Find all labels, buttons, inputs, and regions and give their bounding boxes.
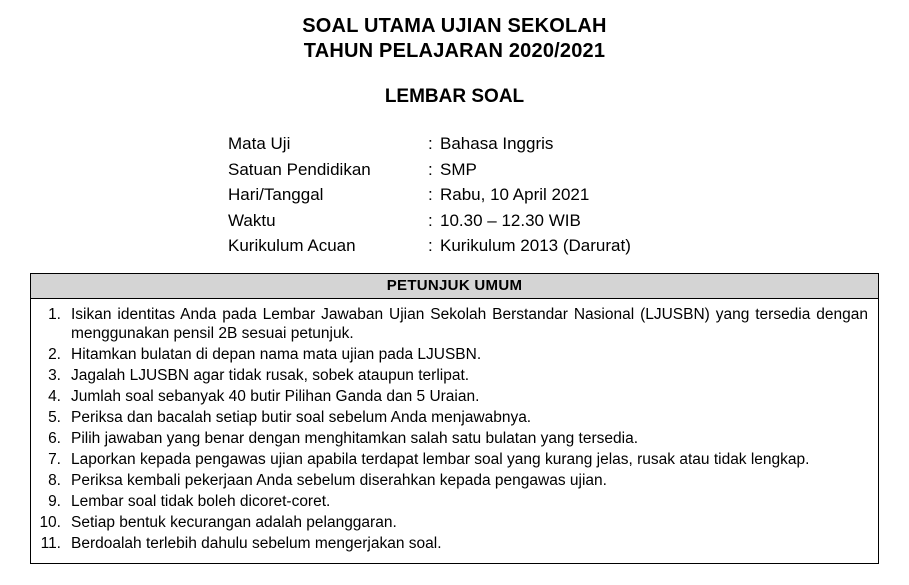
list-item-text: Setiap bentuk kecurangan adalah pelanggaran. bbox=[71, 514, 397, 531]
list-item-text: Lembar soal tidak boleh dicoret-coret. bbox=[71, 493, 331, 510]
list-item bbox=[39, 450, 868, 470]
list-item-number: 2. bbox=[48, 346, 61, 363]
metadata-separator: : bbox=[428, 210, 433, 230]
list-item-number: 8. bbox=[48, 472, 61, 489]
list-item-number: 1. bbox=[48, 305, 61, 323]
header-line-1: SOAL UTAMA UJIAN SEKOLAH bbox=[302, 15, 607, 37]
list-item-text: Periksa kembali pekerjaan Anda sebelum diserahkan kepada pengawas ujian. bbox=[71, 472, 607, 489]
metadata-value: 10.30 – 12.30 WIB bbox=[440, 210, 581, 230]
metadata-row bbox=[228, 233, 909, 259]
list-item bbox=[39, 345, 868, 365]
list-item bbox=[39, 534, 868, 554]
instructions-body bbox=[31, 299, 878, 564]
metadata-label: Waktu bbox=[228, 210, 276, 230]
metadata-value: Kurikulum 2013 (Darurat) bbox=[440, 236, 631, 255]
metadata-value: Bahasa Inggris bbox=[440, 134, 554, 153]
list-item bbox=[39, 305, 868, 344]
list-item-text: Berdoalah terlebih dahulu sebelum mengerjakan soal. bbox=[71, 535, 442, 552]
general-instructions-box bbox=[30, 273, 879, 565]
metadata-value: Rabu, 10 April 2021 bbox=[440, 185, 590, 204]
instructions-list bbox=[39, 305, 868, 554]
list-item-text: Hitamkan bulatan di depan nama mata ujian pada LJUSBN. bbox=[71, 346, 482, 363]
list-item-number: 4. bbox=[48, 388, 61, 405]
metadata-label: Mata Uji bbox=[228, 134, 291, 153]
metadata-row bbox=[228, 131, 909, 157]
exam-cover-page bbox=[0, 14, 909, 585]
header-line-2: TAHUN PELAJARAN 2020/2021 bbox=[303, 40, 606, 62]
document-header bbox=[0, 14, 909, 64]
metadata-row bbox=[228, 182, 909, 208]
document-subtitle: LEMBAR SOAL bbox=[384, 86, 525, 107]
list-item-number: 9. bbox=[48, 493, 61, 510]
list-item bbox=[39, 387, 868, 407]
list-item-text: Pilih jawaban yang benar dengan menghitamkan salah satu bulatan yang tersedia. bbox=[71, 430, 638, 447]
metadata-separator: : bbox=[428, 185, 433, 204]
list-item-number: 5. bbox=[48, 409, 61, 426]
list-item bbox=[39, 513, 868, 533]
list-item-text: Jagalah LJUSBN agar tidak rusak, sobek ataupun terlipat. bbox=[71, 367, 470, 384]
metadata-separator: : bbox=[428, 236, 433, 255]
metadata-value: SMP bbox=[440, 159, 477, 179]
instructions-title: PETUNJUK UMUM bbox=[31, 274, 878, 299]
list-item bbox=[39, 366, 868, 386]
metadata-row bbox=[228, 208, 909, 234]
metadata-label: Hari/Tanggal bbox=[228, 185, 324, 204]
list-item-number: 6. bbox=[48, 430, 61, 447]
list-item-number: 10. bbox=[39, 514, 61, 531]
list-item-text: Laporkan kepada pengawas ujian apabila terdapat lembar soal yang kurang jelas, rusak atau tidak lengkap. bbox=[71, 451, 810, 468]
list-item bbox=[39, 429, 868, 449]
list-item-number: 11. bbox=[40, 535, 61, 552]
list-item bbox=[39, 492, 868, 512]
list-item bbox=[39, 471, 868, 491]
metadata-label: Kurikulum Acuan bbox=[228, 236, 356, 255]
list-item-number: 7. bbox=[48, 451, 61, 468]
list-item-text: Periksa dan bacalah setiap butir soal sebelum Anda menjawabnya. bbox=[71, 409, 532, 426]
list-item-text: Isikan identitas Anda pada Lembar Jawaban Ujian Sekolah Berstandar Nasional (LJUSBN) yang tersedia dengan menggunakan pensil 2B sesuai petunjuk. bbox=[71, 305, 868, 342]
list-item-text: Jumlah soal sebanyak 40 butir Pilihan Ganda dan 5 Uraian. bbox=[71, 388, 480, 405]
metadata-separator: : bbox=[428, 134, 433, 153]
metadata-row bbox=[228, 157, 909, 183]
list-item bbox=[39, 408, 868, 428]
list-item-number: 3. bbox=[48, 367, 61, 384]
metadata-separator: : bbox=[428, 159, 433, 179]
exam-metadata bbox=[0, 131, 909, 259]
metadata-label: Satuan Pendidikan bbox=[228, 159, 371, 179]
